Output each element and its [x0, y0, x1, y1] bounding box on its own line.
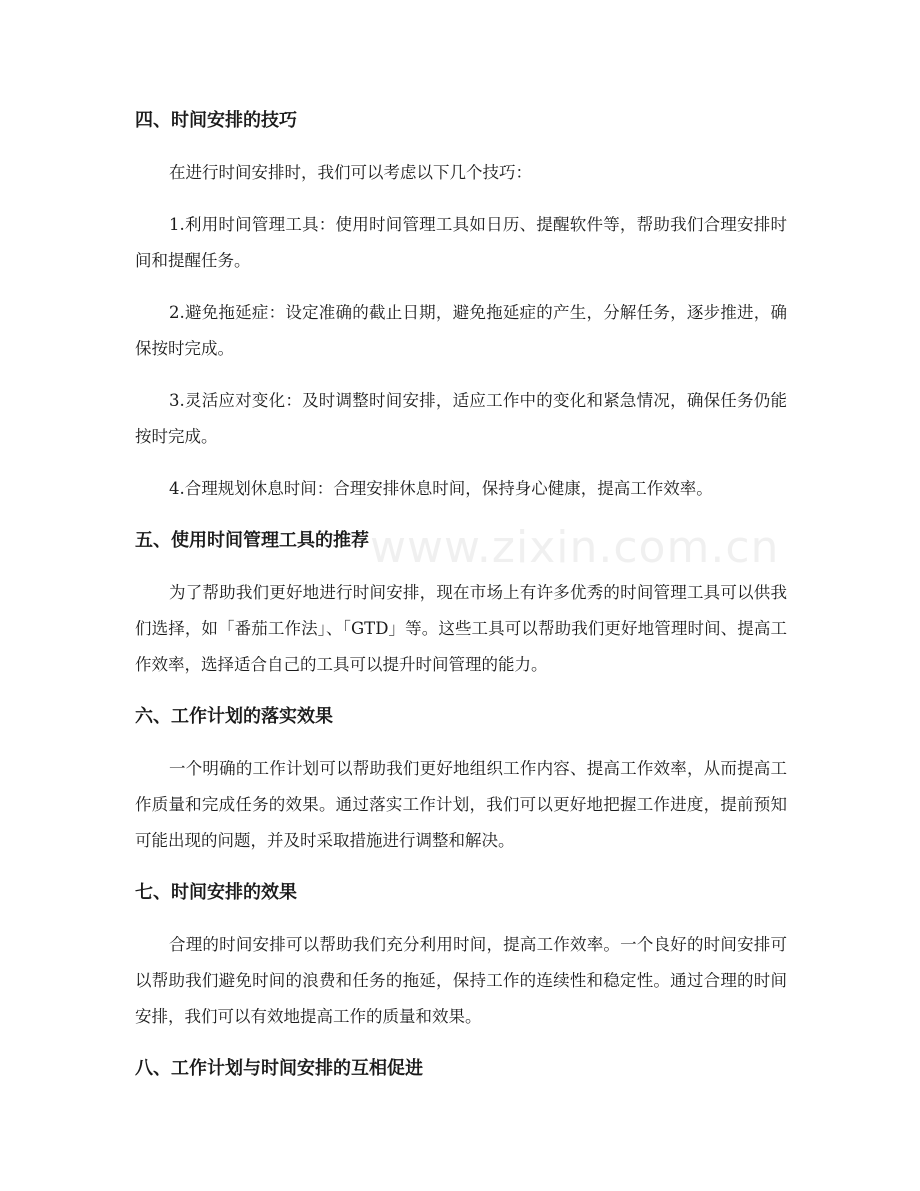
section-4-item-2: 2.避免拖延症：设定准确的截止日期，避免拖延症的产生，分解任务，逐步推进，确保按时完成。 — [135, 303, 787, 358]
section-5-heading: 五、使用时间管理工具的推荐 — [135, 530, 369, 551]
document-body — [135, 103, 787, 1087]
section-4-item-4: 4.合理规划休息时间：合理安排休息时间，保持身心健康，提高工作效率。 — [169, 479, 713, 498]
section-4-item-3: 3.灵活应对变化：及时调整时间安排，适应工作中的变化和紧急情况，确保任务仍能按时完成。 — [135, 391, 787, 446]
section-7-body: 合理的时间安排可以帮助我们充分利用时间，提高工作效率。一个良好的时间安排可以帮助我们避免时间的浪费和任务的拖延，保持工作的连续性和稳定性。通过合理的时间安排，我们可以有效地提高工作的质量和效果。 — [135, 935, 787, 1026]
section-4-heading: 四、时间安排的技巧 — [135, 110, 297, 131]
section-4-item-1: 1.利用时间管理工具：使用时间管理工具如日历、提醒软件等，帮助我们合理安排时间和提醒任务。 — [135, 215, 787, 270]
section-7-heading: 七、时间安排的效果 — [135, 882, 297, 903]
section-6-heading: 六、工作计划的落实效果 — [135, 706, 333, 727]
section-6-body: 一个明确的工作计划可以帮助我们更好地组织工作内容、提高工作效率，从而提高工作质量和完成任务的效果。通过落实工作计划，我们可以更好地把握工作进度，提前预知可能出现的问题，并及时采取措施进行调整和解决。 — [135, 759, 787, 850]
section-4-intro: 在进行时间安排时，我们可以考虑以下几个技巧： — [169, 163, 532, 182]
section-8-heading: 八、工作计划与时间安排的互相促进 — [135, 1058, 423, 1079]
section-5-body: 为了帮助我们更好地进行时间安排，现在市场上有许多优秀的时间管理工具可以供我们选择，如「番茄工作法」、「GTD」等。这些工具可以帮助我们更好地管理时间、提高工作效率，选择适合自己的工具可以提升时间管理的能力。 — [135, 583, 787, 674]
watermark: www.zixin.com.cn — [370, 522, 780, 573]
